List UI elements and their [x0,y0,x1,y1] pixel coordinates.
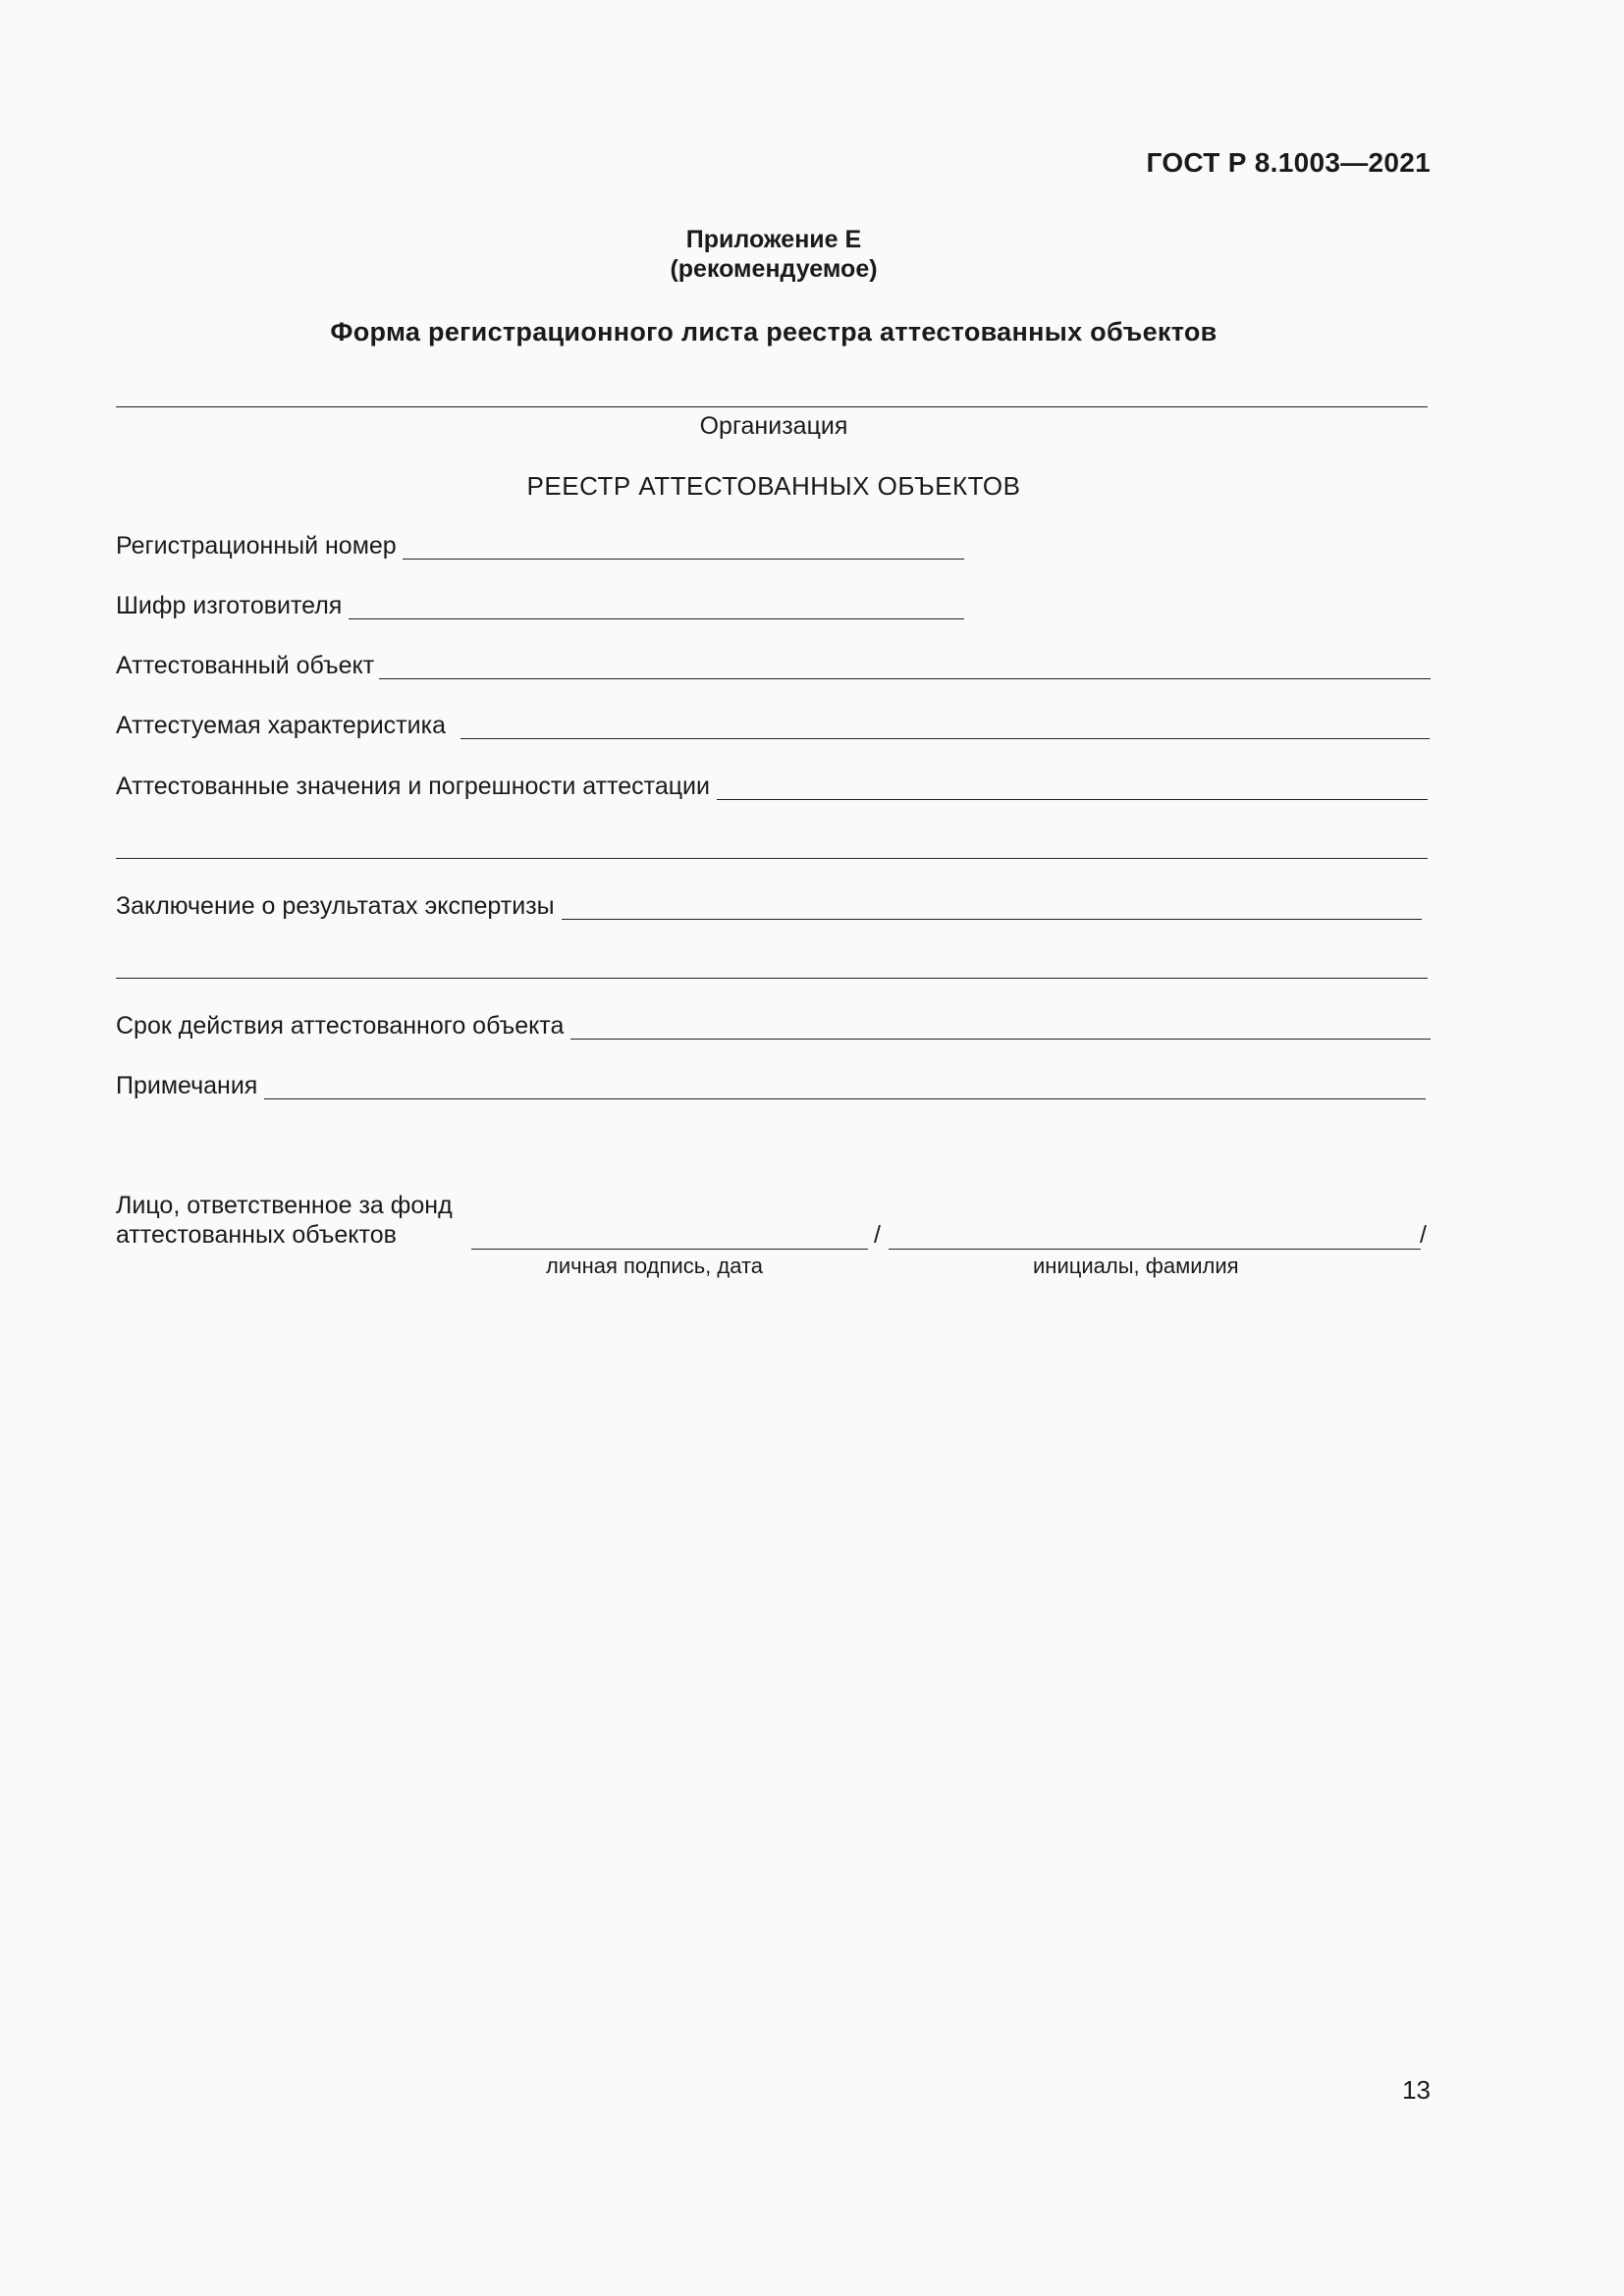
field-label-certified-characteristic: Аттестуемая характеристика [116,712,446,739]
field-line-notes[interactable] [264,1098,1426,1099]
field-line-certified-characteristic[interactable] [460,738,1430,739]
field-line-maker-code[interactable] [349,618,964,619]
field-line-validity-period[interactable] [570,1039,1431,1040]
field-line-certified-values-cont[interactable] [116,858,1428,859]
appendix-status: (рекомендуемое) [670,255,878,283]
field-label-reg-number: Регистрационный номер [116,532,397,560]
name-line[interactable] [889,1249,1421,1250]
field-line-certified-object[interactable] [379,678,1431,679]
field-label-maker-code: Шифр изготовителя [116,592,343,619]
signature-line[interactable] [471,1249,868,1250]
registry-title: РЕЕСТР АТТЕСТОВАННЫХ ОБЪЕКТОВ [526,471,1021,501]
end-slash: / [1420,1221,1427,1249]
field-line-reg-number[interactable] [403,559,964,560]
field-label-expertise-conclusion: Заключение о результатах экспертизы [116,892,555,920]
field-line-expertise-conclusion[interactable] [562,919,1422,920]
form-title: Форма регистрационного листа реестра аттестованных объектов [330,317,1218,347]
field-label-certified-object: Аттестованный объект [116,652,375,679]
appendix-label: Приложение Е [685,226,862,253]
document-code: ГОСТ Р 8.1003—2021 [1146,147,1431,178]
signature-caption: личная подпись, дата [546,1254,764,1278]
organization-line [116,406,1428,407]
organization-caption: Организация [699,412,848,440]
page-number: 13 [1402,2075,1431,2105]
field-label-certified-values: Аттестованные значения и погрешности аттестации [116,773,710,800]
field-label-notes: Примечания [116,1072,258,1099]
name-caption: инициалы, фамилия [1033,1254,1239,1278]
field-label-validity-period: Срок действия аттестованного объекта [116,1012,565,1040]
separator-slash: / [874,1221,881,1249]
field-line-expertise-conclusion-cont[interactable] [116,978,1428,979]
field-line-certified-values[interactable] [717,799,1428,800]
responsible-label-line1: Лицо, ответственное за фонд [116,1192,453,1219]
responsible-label-line2: аттестованных объектов [116,1221,397,1249]
